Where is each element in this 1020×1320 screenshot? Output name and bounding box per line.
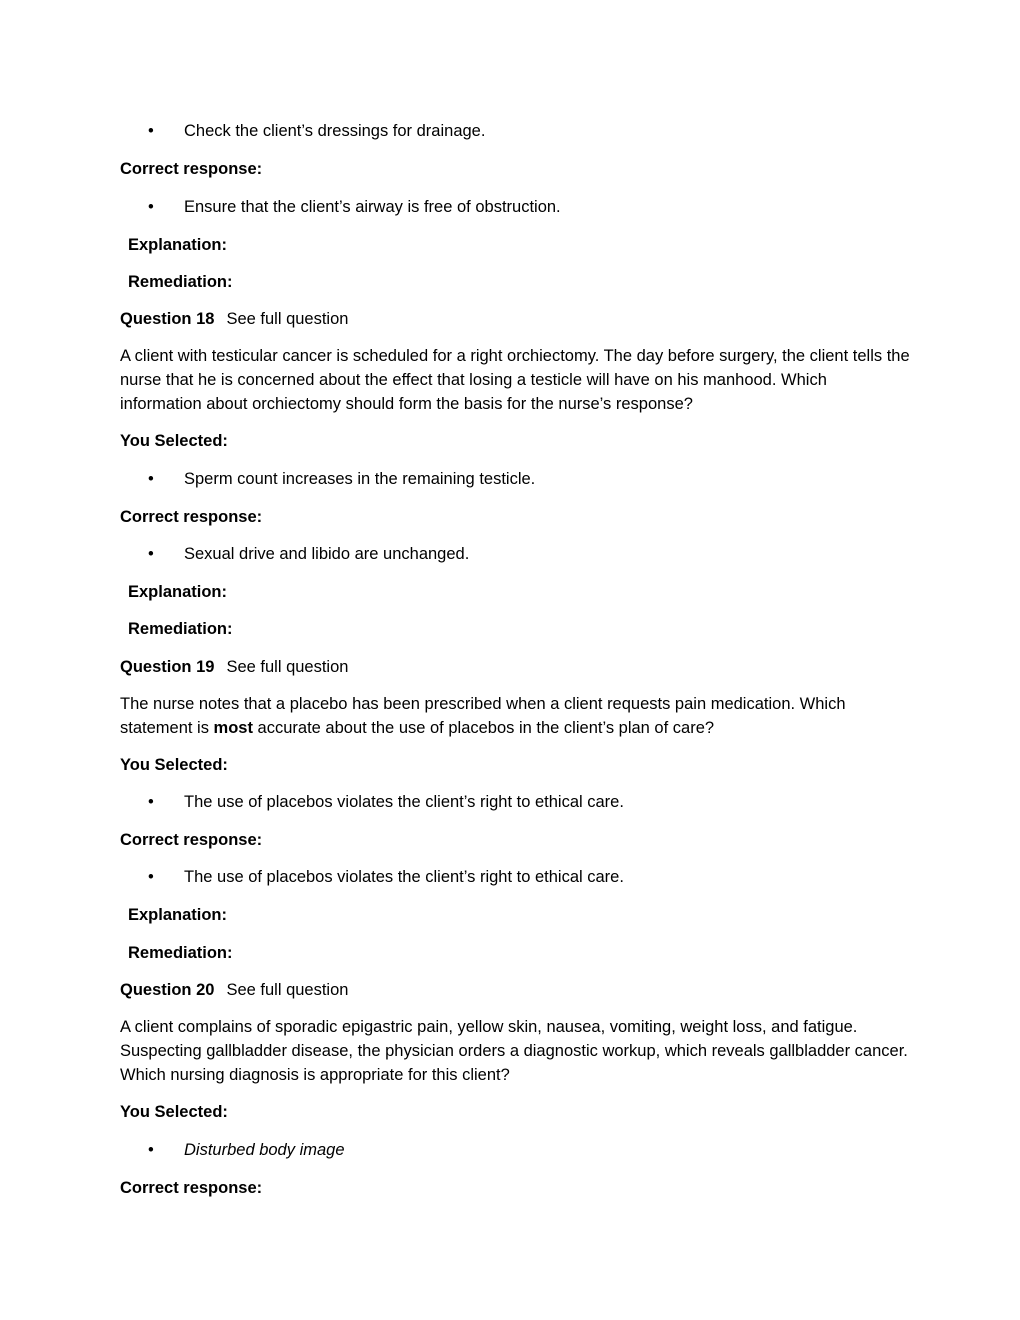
see-full-question-link[interactable]: See full question [226,310,349,328]
bullet-icon: • [148,793,154,811]
question-number: Question 19 [120,658,215,676]
question-text: A client with testicular cancer is scheduled for a right orchiectomy. The day before surgery, the client tells the nurse that he is concerned about the effect that losing a testicle will have on his manhood. Which information about orchiectomy should form the basis for the nurse’s response? [120,347,910,413]
selected-option: Check the client’s dressings for drainage. [184,122,486,140]
question-header [120,307,348,331]
you-selected-label: You Selected: [120,756,228,774]
bullet-icon: • [148,545,154,563]
selected-option [184,1138,345,1162]
remediation-label: Remediation: [128,273,233,291]
explanation-label: Explanation: [128,906,228,924]
correct-option: The use of placebos violates the client’s right to ethical care. [184,868,624,886]
correct-response-label: Correct response: [120,508,263,526]
question-number: Question 20 [120,981,215,999]
question-text [120,692,910,740]
see-full-question-link[interactable]: See full question [226,658,349,676]
you-selected-label: You Selected: [120,432,228,450]
correct-response-label: Correct response: [120,160,263,178]
see-full-question-link[interactable]: See full question [226,981,349,999]
bullet-icon: • [148,1141,154,1159]
question-number: Question 18 [120,310,215,328]
explanation-label: Explanation: [128,583,228,601]
question-header [120,655,348,679]
question-text: A client complains of sporadic epigastric pain, yellow skin, nausea, vomiting, weight loss, and fatigue. Suspecting gallbladder disease, the physician orders a diagnostic workup, which reveals gallbladder cancer. Which nursing diagnosis is appropriate for this client? [120,1018,908,1084]
you-selected-label: You Selected: [120,1103,228,1121]
question-header [120,978,348,1002]
question-text-part: accurate about the use of placebos in the client’s plan of care? [252,719,715,737]
question-text-emphasis: most [213,719,253,737]
selected-option-text: Disturbed body image [184,1141,345,1159]
bullet-icon: • [148,470,154,488]
remediation-label: Remediation: [128,944,233,962]
bullet-icon: • [148,198,154,216]
correct-option: Sexual drive and libido are unchanged. [184,545,470,563]
question-text-part: The nurse notes that a placebo has been prescribed when a client requests pain medication. Which statement is [120,695,846,737]
selected-option: The use of placebos violates the client’s right to ethical care. [184,793,624,811]
bullet-icon: • [148,122,154,140]
selected-option: Sperm count increases in the remaining testicle. [184,470,536,488]
bullet-icon: • [148,868,154,886]
correct-response-label: Correct response: [120,831,263,849]
explanation-label: Explanation: [128,236,228,254]
correct-option: Ensure that the client’s airway is free of obstruction. [184,198,561,216]
remediation-label: Remediation: [128,620,233,638]
correct-response-label: Correct response: [120,1179,263,1197]
